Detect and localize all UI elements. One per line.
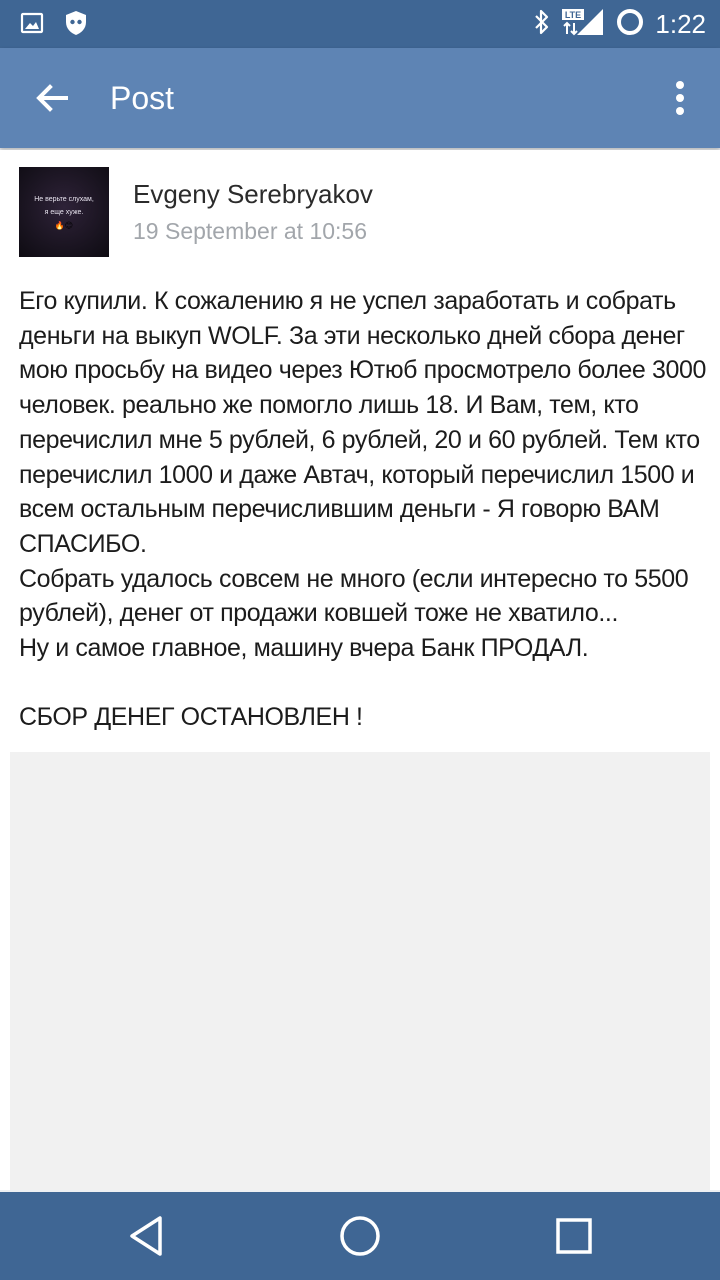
avatar-line-2: я еще хуже. [44, 209, 84, 216]
post-date: 19 September at 10:56 [133, 218, 367, 244]
back-button[interactable] [28, 74, 76, 122]
more-vertical-icon [662, 74, 698, 122]
media-placeholder[interactable] [10, 752, 710, 1190]
avatar[interactable] [19, 167, 109, 257]
app-bar [0, 48, 720, 148]
avatar-line-1: Не верьте слухам, [34, 196, 94, 203]
post-text: Его купили. К сожалению я не успел заработать и собрать деньги на выкуп WOLF. За эти несколько дней сбора денег мою просьбу на видео через Ютюб просмотрело более 3000 человек. реально же помогло лишь 18. И Вам, тем, кто перечислил мне 5 рублей, 6 рублей, 20 и 60 рублей. Тем кто перечислил 1000 и даже Автач, который перечислил 1500 и всем остальным перечислившим деньги - Я говорю ВАМ СПАСИБО. Собрать удалось совсем не много (если интересно то 5500 рублей), денег от продажи ковшей тоже не хватило... Ну и самое главное, машину вчера Банк ПРОДАЛ. СБОР ДЕНЕГ ОСТАНОВЛЕН ! [19, 287, 706, 732]
status-bar [0, 0, 720, 48]
back-triangle-icon [124, 1212, 172, 1260]
avatar-emoji: 🔥😊 [54, 221, 74, 230]
avatar-caption [19, 193, 109, 219]
nav-back-button[interactable] [124, 1212, 172, 1260]
bluetooth-icon [533, 8, 551, 41]
author-name[interactable]: Evgeny Serebryakov [133, 179, 373, 209]
battery-ring-icon [615, 7, 645, 42]
nav-home-button[interactable] [336, 1212, 384, 1260]
system-icons [533, 6, 706, 42]
arrow-back-icon [28, 74, 76, 122]
home-circle-icon [336, 1212, 384, 1260]
lte-signal-icon [561, 7, 605, 42]
image-icon [20, 11, 44, 40]
page-title: Post [110, 80, 175, 116]
more-options-button[interactable] [662, 74, 698, 122]
nav-recents-button[interactable] [550, 1212, 598, 1260]
status-time: 1:22 [655, 9, 706, 39]
post-card [0, 150, 720, 1190]
recents-square-icon [550, 1212, 598, 1260]
shield-mask-icon [64, 10, 88, 41]
notification-icons [20, 10, 88, 41]
svg-text:LTE: LTE [565, 9, 582, 20]
navigation-bar [0, 1192, 720, 1280]
